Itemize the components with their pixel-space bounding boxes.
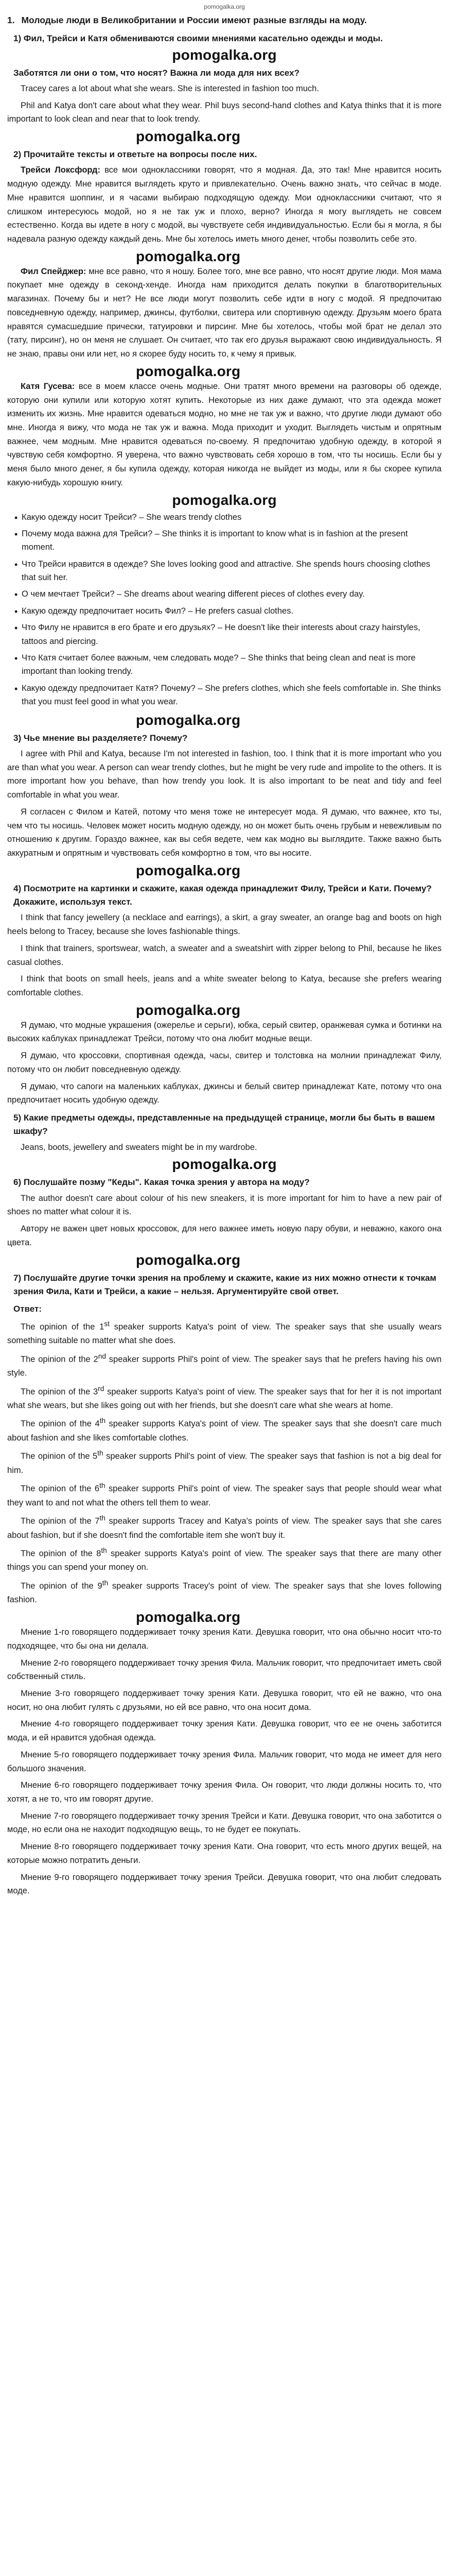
q1-question: Заботятся ли они о том, что носят? Важна ли мода для них всех? [13, 67, 300, 78]
speaker-opinion: The opinion of the 8th speaker supports Katya's point of view. The speaker says that there are many other things you can spend your money on. [7, 1547, 442, 1572]
tracey-name: Трейси Локсфорд: [21, 165, 101, 175]
q6-heading: 6) Послушайте позму "Кеды". Какая точка зрения у автора на моду? [13, 1177, 310, 1188]
q3-heading: 3) Чье мнение вы разделяете? Почему? [13, 733, 188, 743]
phil-name: Фил Спейджер: [21, 266, 86, 276]
speaker-opinion-ru: Мнение 9-го говорящего поддерживает точку зрения Трейси. Девушка говорит, что она любит следовать моде. [7, 1872, 442, 1896]
q1-heading: 1) Фил, Трейси и Катя обмениваются своими мнениями касательно одежды и моды. [13, 33, 383, 44]
tracey-paragraph [7, 163, 442, 246]
q4-heading: 4) Посмотрите на картинки и скажите, какая одежда принадлежит Филу, Трейси и Кати. Почему? Докажите, используя текст. [13, 883, 432, 907]
list-item: • Что Катя считает более важным, чем следовать моде? – She thinks that being clean and neat is more important than looking trendy. [14, 651, 442, 679]
watermark: pomogalka.org [172, 1156, 277, 1173]
speaker-opinion: The opinion of the 4th speaker supports Katya's point of view. The speaker says that she doesn't care much about fashion and she likes comfortable clothes. [7, 1417, 442, 1443]
list-item: • Какую одежду предпочитает носить Фил? – He prefers casual clothes. [14, 604, 442, 618]
q1-answer-1: Tracey cares a lot about what she wears. She is interested in fashion too much. [21, 83, 319, 93]
speaker-opinion: The opinion of the 2nd speaker supports Phil's point of view. The speaker says that he prefers having his own style. [7, 1352, 442, 1378]
watermark: pomogalka.org [172, 46, 277, 63]
watermark: pomogalka.org [136, 711, 241, 728]
task-number: 1. [7, 15, 15, 25]
q3-english: I agree with Phil and Katya, because I'm not interested in fashion, too. I think that it is more important who you are than what you wear. A person can wear trendy clothes, but he might be very rude and impolite to the others. It is more important how you behave, than how trendy you look. It is also important to be neat and tidy and feel comfortable in what you wear. [7, 749, 442, 800]
list-item: • Почему мода важна для Трейси? – She thinks it is important to know what is in fashion at the present moment. [14, 527, 442, 554]
q4-russian-2: Я думаю, что кроссовки, спортивная одежда, часы, свитер и толстовка на молнии принадлежат Филу, потому что он любит повседневную одежду. [7, 1051, 442, 1074]
speaker-opinion-ru: Мнение 1-го говорящего поддерживает точку зрения Кати. Девушка говорит, что она обычно носит что-то подходящее, что бы она ни делала. [7, 1628, 442, 1651]
watermark: pomogalka.org [136, 363, 241, 379]
site-label[interactable]: pomogalka.org [204, 3, 245, 10]
q7-heading: 7) Послушайте другие точки зрения на проблему и скажите, какие из них можно отнести к точкам зрения Фила, Кати и Трейси, а какие – нельзя. Аргументируйте свой ответ. [13, 1273, 436, 1296]
speaker-opinion-ru: Мнение 3-го говорящего поддерживает точку зрения Кати. Девушка говорит, что ей не важно, что она носит, но она любит гулять с друзьями, но ей все равно, что она носит дома. [7, 1688, 442, 1712]
speaker-opinion: The opinion of the 3rd speaker supports Katya's point of view. The speaker says that for her it is not important what she wears, but she likes going out with her friends, but she doesn't care what she wears at home. [7, 1384, 442, 1410]
task-title [7, 13, 442, 27]
watermark: pomogalka.org [136, 248, 241, 264]
katya-paragraph [7, 380, 442, 490]
speaker-opinion: The opinion of the 6th speaker supports Phil's point of view. The speaker says that people should wear what they want to and not what the others tell them to wear. [7, 1482, 442, 1507]
list-item: • Что Трейси нравится в одежде? She loves looking good and attractive. She spends hours choosing clothes that suit her. [14, 557, 442, 585]
speaker-opinion: The opinion of the 1st speaker supports Katya's point of view. The speaker says that she usually wears something suitable no matter what she does. [7, 1319, 442, 1345]
speaker-opinion: The opinion of the 9th speaker supports Tracey's point of view. The speaker says that she loves following fashion. [7, 1579, 442, 1605]
q7-english-answers [7, 1318, 442, 1607]
speaker-opinion-ru: Мнение 5-го говорящего поддерживает точку зрения Фила. Мальчик говорит, что мода не имеет для него большого значения. [7, 1750, 442, 1773]
watermark: pomogalka.org [136, 1609, 241, 1625]
q1-answer-2: Phil and Katya don't care about what they wear. Phil buys second-hand clothes and Katya thinks that it is more important to look clean and near that to look trendy. [7, 100, 442, 124]
q4-russian-1: Я думаю, что модные украшения (ожерелье и серьги), юбка, серый свитер, оранжевая сумка и ботинки на высоких каблуках принадлежат Трейси, потому что она любит модные вещи. [7, 1020, 442, 1044]
list-item: • Какую одежду предпочитает Катя? Почему? – She prefers clothes, which she feels comfortable in. She thinks that you must feel good in what you wear. [14, 682, 442, 709]
q7-subheading: Ответ: [13, 1304, 42, 1314]
list-item: • Что Филу не нравится в его брате и его друзьях? – He doesn't like their interests about crazy hairstyles, tattoos and piercing. [14, 621, 442, 648]
watermark: pomogalka.org [136, 862, 241, 878]
q3-russian: Я согласен с Филом и Катей, потому что меня тоже не интересует мода. Я думаю, что важнее, кто ты, чем что ты носишь. Человек может носить модную одежду, но он может быть очень грубым и невежливым по отношению к другим. Гораздо важнее, как вы себя ведете, чем как модно вы выглядите. Также важно быть аккуратным и опрятным и чувствовать себя комфортно в том, что вы носите. [7, 807, 442, 858]
q5-heading: 5) Какие предметы одежды, представленные на предыдущей странице, могли бы быть в вашем шкафу? [13, 1113, 435, 1137]
phil-paragraph [7, 265, 442, 361]
speaker-opinion-ru: Мнение 7-го говорящего поддерживает точку зрения Трейси и Кати. Девушка говорит, что она заботится о моде, но если она не находит подходящую вещь, то не будет ее покупать. [7, 1811, 442, 1835]
speaker-opinion-ru: Мнение 6-го говорящего поддерживает точку зрения Фила. Он говорит, что люди должны носить то, что хотят, а не то, что им говорят другие. [7, 1781, 442, 1804]
watermark: pomogalka.org [136, 1251, 241, 1268]
list-item: • О чем мечтает Трейси? – She dreams about wearing different pieces of clothes every day. [14, 587, 442, 601]
q4-english-1: I think that fancy jewellery (a necklace and earrings), a skirt, a gray sweater, an orange bag and boots on high heels belong to Tracey, because she loves fashionable things. [7, 913, 442, 937]
speaker-opinion-ru: Мнение 2-го говорящего поддерживает точку зрения Фила. Мальчик говорит, что предпочитает иметь свой собственный стиль. [7, 1658, 442, 1682]
q4-english-3: I think that boots on small heels, jeans and a white sweater belong to Katya, because she prefers wearing comfortable clothes. [7, 974, 442, 997]
q4-english-2: I think that trainers, sportswear, watch, a sweater and a sweatshirt with zipper belong to Phil, because he likes casual clothes. [7, 943, 442, 967]
q5-answer: Jeans, boots, jewellery and sweaters might be in my wardrobe. [21, 1142, 257, 1152]
q2-answers-list [7, 511, 442, 709]
speaker-opinion: The opinion of the 5th speaker supports Phil's point of view. The speaker says that fashion is not a big deal for him. [7, 1449, 442, 1475]
phil-text: мне все равно, что я ношу. Более того, мне все равно, что носят другие люди. Моя мама покупает мне одежду в секонд-хенде. Иногда нам приходится делать покупки в благотворительных магазинах. Почему бы и нет? Не все люди могут позволить себе идти в ногу с модой. Я предпочитаю повседневную одежду, например, джинсы, футболки, свитера или спортивную одежду. Друзьям моего брата нравятся сумасшедшие прически, татуировки и пирсинг. Мне бы хотелось, чтобы мой брат не делал это (тату, пирсинг), но он меня не слушает. Он считает, что так его друзья выражают свою индивидуальность. Я не знаю, правы они или нет, но я скорее буду носить то, к чему я привык. [7, 266, 442, 359]
q6-english: The author doesn't care about colour of his new sneakers, it is more important for him to have a new pair of shoes no matter what colour it is. [7, 1193, 442, 1217]
tracey-text: все мои одноклассники говорят, что я модная. Да, это так! Мне нравится носить модную одежду. Мне нравится выглядеть круто и привлекательно. Очень важно знать, что сейчас в моде. Мне нравится шоппинг, и я часами выбираю подходящую одежду. Мои одноклассники считают, что я слишком интересуюсь модой, но я не так уж и плохо, верно? Иногда я могу выглядеть не совсем естественно. Когда вы идете в ногу с модой, вы чувствуете себя индивидуальностью. Если бы я могла, я бы надевала разную одежду каждый день. Мне бы хотелось иметь много денег, чтобы позволить себе это. [7, 165, 442, 244]
q4-russian-3: Я думаю, что сапоги на маленьких каблуках, джинсы и белый свитер принадлежат Кате, потому что она предпочитает носить удобную одежду. [7, 1081, 442, 1105]
q6-russian: Автору не важен цвет новых кроссовок, для него важнее иметь новую пару обуви, и неважно, какого она цвета. [7, 1224, 442, 1247]
list-item: • Какую одежду носит Трейси? – She wears trendy clothes [14, 511, 442, 524]
speaker-opinion-ru: Мнение 4-го говорящего поддерживает точку зрения Кати. Девушка говорит, что ее не очень заботится мода, и ей нравится удобная одежда. [7, 1719, 442, 1743]
katya-name: Катя Гусева: [21, 381, 75, 391]
watermark: pomogalka.org [136, 128, 241, 145]
task-title-text: Молодые люди в Великобритании и России имеют разные взгляды на моду. [21, 15, 367, 25]
katya-text: все в моем классе очень модные. Они тратят много времени на разговоры об одежде, которую они купили или которую хотят купить. Некоторые из них даже думают, что эта одежда может изменить их жизнь. Мне нравится одеваться модно, но мне не так уж и важно, что другие люди думают обо мне. Иногда я вижу, что мода не так уж и важна. Мода приходит и уходит. Выглядеть чистым и опрятным важнее, чем модным. Мне нравится одеваться по-своему. Я предпочитаю удобную одежду, в которой я чувствую себя комфортно. Я уверена, что важно чувствовать себя хорошо в том, что ты носишь. Если бы у меня было много денег, я бы купила одежду, которая никогда не выйдет из моды, или я бы скорее купила какую-нибудь хорошую книгу. [7, 381, 442, 487]
q7-russian-answers [7, 1625, 442, 1898]
watermark: pomogalka.org [136, 1002, 241, 1018]
q2-heading: 2) Прочитайте тексты и ответьте на вопросы после них. [13, 149, 257, 160]
speaker-opinion-ru: Мнение 8-го говорящего поддерживает точку зрения Кати. Она говорит, что есть много других вещей, на которые можно потратить деньги. [7, 1842, 442, 1865]
speaker-opinion: The opinion of the 7th speaker supports Tracey and Katya's points of view. The speaker says that she cares about fashion, but if she doesn't find the comfortable item she won't buy it. [7, 1514, 442, 1540]
watermark: pomogalka.org [172, 492, 277, 508]
